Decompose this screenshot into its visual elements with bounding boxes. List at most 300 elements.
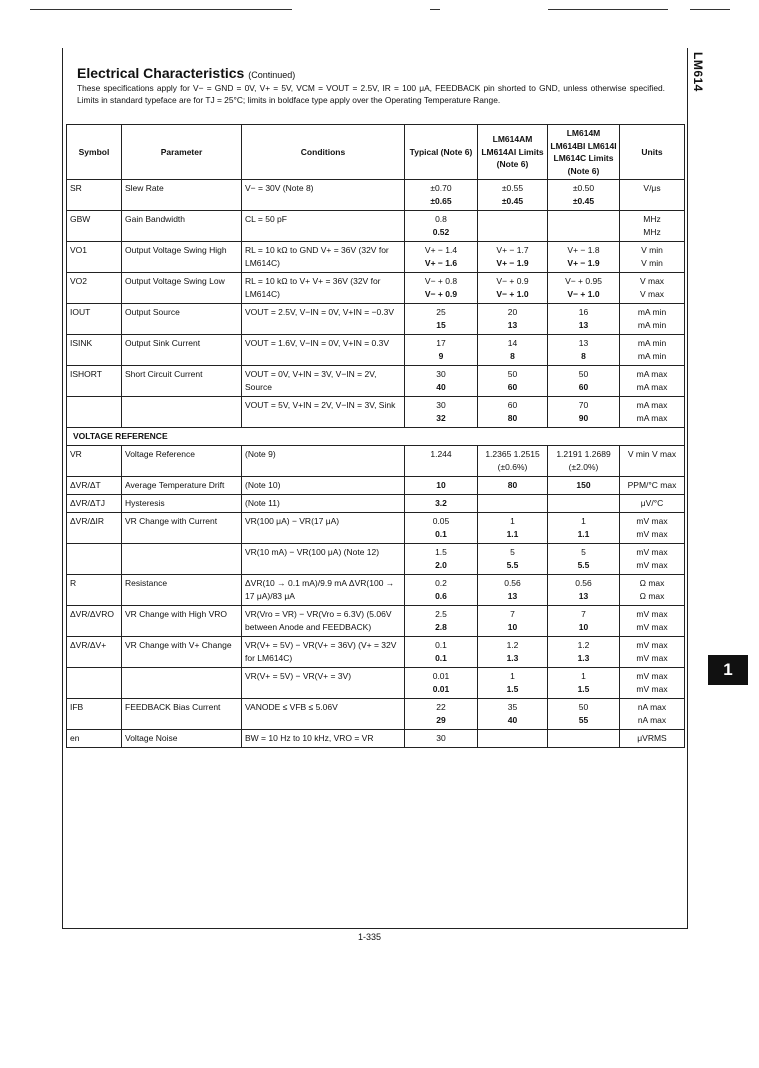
table-row [67,366,685,397]
table-row [67,335,685,366]
limit-a-cell [478,366,548,397]
parameter-cell-value: FEEDBACK Bias Current [125,702,221,712]
parameter-cell [122,304,242,335]
units-cell-value: V/μs [643,183,661,193]
symbol-cell-value: IFB [70,702,84,712]
symbol-cell-value: R [70,578,77,588]
limit-b-cell-extended-value: V+ − 1.9 [567,258,600,268]
symbol-cell [67,730,122,748]
table-row [67,544,685,575]
table-row [67,668,685,699]
parameter-cell-value: Output Sink Current [125,338,201,348]
limit-a-cell [478,606,548,637]
limit-b-cell [548,513,620,544]
title-text: Electrical Characteristics [77,65,245,81]
limit-b-cell-value: 50 [578,702,589,712]
part-number-label: LM614 [691,52,705,92]
typical-cell [405,668,478,699]
units-cell [620,606,685,637]
parameter-cell-value: Resistance [125,578,168,588]
limit-b-cell-value: 1.2191 1.2689 (±2.0%) [556,449,611,472]
limit-b-cell-value: 16 [578,307,589,317]
units-cell [620,446,685,477]
limit-b-cell [548,668,620,699]
parameter-cell [122,446,242,477]
typical-cell-extended-value: V− + 0.9 [424,289,458,299]
limit-a-cell-value: 14 [507,338,518,348]
conditions-cell-value: VOUT = 1.6V, V−IN = 0V, V+IN = 0.3V [245,338,390,348]
typical-cell [405,397,478,428]
units-cell [620,211,685,242]
conditions-cell-value: VR(V+ = 5V) − VR(V+ = 3V) [245,671,352,681]
limit-a-cell-value: 7 [510,609,515,619]
limit-a-cell-value: 50 [507,369,518,379]
limit-b-cell [548,477,620,495]
limit-b-cell-extended-value: 13 [578,320,589,330]
limit-b-cell-value: 70 [578,400,589,410]
limit-b-cell [548,606,620,637]
limit-a-cell [478,335,548,366]
conditions-cell-value: VOUT = 5V, V+IN = 2V, V−IN = 3V, Sink [245,400,396,410]
units-cell-value: mV max [636,609,668,619]
symbol-cell [67,397,122,428]
symbol-cell-value: ΔVR/ΔVRO [70,609,114,619]
units-cell [620,366,685,397]
units-cell [620,477,685,495]
units-cell-value: mV max [636,516,668,526]
table-row [67,513,685,544]
parameter-cell [122,544,242,575]
units-cell-value: μVRMS [637,733,667,743]
header-typical: Typical (Note 6) [405,125,478,180]
limit-b-cell-value: 50 [578,369,589,379]
conditions-cell-value: VOUT = 0V, V+IN = 3V, V−IN = 2V, Source [245,369,377,392]
intro-paragraph: These specifications apply for V− = GND = 0V, V+ = 5V, VCM = VOUT = 2.5V, IR = 100 μA, FEEDBACK pin shorted to GND, unless otherwise specified. Limits in standard typeface are for TJ = 25°C; limits in boldface type apply over the Operating Temperature Range. [77,83,665,105]
parameter-cell-value: Gain Bandwidth [125,214,186,224]
units-cell-value: mA min [637,338,667,348]
table-row [67,730,685,748]
typical-cell-value: 1.5 [435,547,447,557]
header-conditions: Conditions [242,125,405,180]
typical-cell-value: 25 [436,307,446,317]
symbol-cell-value: ΔVR/ΔIR [70,516,105,526]
symbol-cell-value: en [70,733,80,743]
limit-b-cell-extended-value: 5.5 [577,560,590,570]
limit-b-cell-extended-value: 60 [578,382,589,392]
units-cell [620,242,685,273]
limit-a-cell [478,180,548,211]
symbol-cell [67,668,122,699]
units-cell [620,397,685,428]
units-cell-extended-value: mV max [636,653,668,663]
units-cell-value: Ω max [639,578,665,588]
limit-a-cell-extended-value: 80 [507,480,518,490]
conditions-cell [242,335,405,366]
conditions-cell-value: RL = 10 kΩ to V+ V+ = 36V (32V for LM614C) [245,276,381,299]
typical-cell-extended-value: 0.1 [435,529,447,539]
units-cell-value: mV max [636,640,668,650]
conditions-cell [242,575,405,606]
parameter-cell-value: Output Source [125,307,180,317]
parameter-cell-value: Voltage Reference [125,449,195,459]
limit-a-cell [478,477,548,495]
typical-cell-extended-value: 0.6 [435,591,447,601]
symbol-cell-value: VO1 [70,245,88,255]
symbol-cell [67,513,122,544]
header-limits-a: LM614AM LM614AI Limits (Note 6) [478,125,548,180]
symbol-cell-value: IOUT [70,307,91,317]
symbol-cell [67,335,122,366]
limit-b-cell-extended-value: 1.5 [577,684,590,694]
typical-cell [405,699,478,730]
limit-b-cell-extended-value: 13 [578,591,589,601]
parameter-cell-value: Output Voltage Swing Low [125,276,225,286]
parameter-cell [122,606,242,637]
symbol-cell [67,273,122,304]
table-row [67,273,685,304]
typical-cell-extended-value: 2.8 [435,622,447,632]
typical-cell [405,575,478,606]
limit-a-cell-value: 1 [510,671,515,681]
units-cell-extended-value: mV max [636,560,668,570]
conditions-cell [242,730,405,748]
limit-b-cell-value: 1 [581,516,586,526]
units-cell-extended-value: V max [639,289,665,299]
limit-b-cell-extended-value: 1.3 [577,653,590,663]
parameter-cell-value: VR Change with V+ Change [125,640,232,650]
typical-cell-value: 30 [436,733,446,743]
units-cell-value: mA max [636,400,668,410]
limit-b-cell-value: 7 [581,609,586,619]
typical-cell-extended-value: 10 [436,480,446,490]
units-cell-value: PPM/°C max [627,480,677,490]
header-symbol: Symbol [67,125,122,180]
limit-b-cell-extended-value: 10 [578,622,589,632]
typical-cell-extended-value: 0.01 [432,684,450,694]
conditions-cell-value: VR(10 mA) − VR(100 μA) (Note 12) [245,547,380,557]
table-section [67,428,685,446]
limit-a-cell-extended-value: 10 [507,622,518,632]
units-cell [620,273,685,304]
parameter-cell [122,273,242,304]
table-body-reference [67,446,685,748]
conditions-cell-value: VR(Vro = VR) − VR(Vro = 6.3V) (5.06V between Anode and FEEDBACK) [245,609,392,632]
limit-a-cell-value: 1.2 [506,640,519,650]
top-rule [430,9,440,10]
units-cell-extended-value: mA max [636,413,668,423]
typical-cell [405,606,478,637]
limit-b-cell-extended-value: 90 [578,413,589,423]
units-cell-extended-value: mV max [636,529,668,539]
units-cell-value: mA min [637,307,667,317]
limit-a-cell [478,637,548,668]
table-row [67,211,685,242]
table-row [67,304,685,335]
symbol-cell [67,242,122,273]
units-cell-value: nA max [637,702,667,712]
symbol-cell-value: ISHORT [70,369,102,379]
units-cell-extended-value: mA min [637,320,667,330]
units-cell-value: μV/°C [640,498,664,508]
limit-a-cell [478,304,548,335]
parameter-cell-value: Hysteresis [125,498,165,508]
limit-b-cell [548,180,620,211]
limit-a-cell-extended-value: 1.3 [506,653,519,663]
typical-cell-extended-value: 0.52 [432,227,450,237]
top-rule [548,9,668,10]
parameter-cell [122,575,242,606]
typical-cell-value: 0.01 [432,671,450,681]
section-tab: 1 [708,655,748,685]
parameter-cell-value: Voltage Noise [125,733,178,743]
typical-cell [405,495,478,513]
symbol-cell [67,575,122,606]
limit-b-cell-extended-value: 55 [578,715,589,725]
symbol-cell [67,699,122,730]
limit-a-cell-extended-value: 1.5 [506,684,519,694]
typical-cell-extended-value: 15 [436,320,446,330]
limit-a-cell-value: 20 [507,307,518,317]
limit-b-cell [548,699,620,730]
symbol-cell [67,477,122,495]
typical-cell [405,273,478,304]
typical-cell [405,335,478,366]
limit-b-cell [548,397,620,428]
symbol-cell-value: ΔVR/ΔV+ [70,640,107,650]
header-units: Units [620,125,685,180]
limit-b-cell-value: 0.56 [575,578,592,588]
limit-a-cell-value: V− + 0.9 [496,276,529,286]
symbol-cell-value: ΔVR/ΔT [70,480,101,490]
limit-a-cell-extended-value: V− + 1.0 [496,289,529,299]
top-rule [30,9,292,10]
typical-cell-extended-value: 0.1 [435,653,447,663]
conditions-cell [242,273,405,304]
conditions-cell [242,180,405,211]
typical-cell-value: 0.1 [435,640,447,650]
limit-b-cell-value: V− + 0.95 [565,276,602,286]
table-row [67,242,685,273]
parameter-cell [122,397,242,428]
typical-cell [405,513,478,544]
symbol-cell [67,606,122,637]
limit-b-cell [548,637,620,668]
units-cell-value: mA max [636,369,668,379]
limit-a-cell-value: V+ − 1.7 [496,245,529,255]
typical-cell-extended-value: 32 [436,413,446,423]
limit-a-cell [478,513,548,544]
limit-b-cell-value: V+ − 1.8 [567,245,600,255]
table-row [67,637,685,668]
table-row [67,446,685,477]
title-suffix: (Continued) [248,70,296,80]
limit-b-cell [548,273,620,304]
units-cell-extended-value: mV max [636,622,668,632]
typical-cell-extended-value: ±0.65 [430,196,452,206]
limit-a-cell [478,668,548,699]
table-row [67,699,685,730]
typical-cell [405,544,478,575]
limit-a-cell-value: 0.56 [504,578,521,588]
limit-b-cell-extended-value: ±0.45 [572,196,595,206]
typical-cell [405,211,478,242]
parameter-cell [122,668,242,699]
top-rule [690,9,730,10]
limit-a-cell-value: 1 [510,516,515,526]
table-row [67,477,685,495]
symbol-cell [67,637,122,668]
symbol-cell [67,304,122,335]
table-header-row [67,125,685,180]
units-cell-extended-value: nA max [637,715,667,725]
limit-b-cell-extended-value: 8 [581,351,586,361]
limit-b-cell [548,730,620,748]
conditions-cell-value: V− = 30V (Note 8) [245,183,314,193]
limit-a-cell-extended-value: 80 [507,413,518,423]
limit-a-cell [478,730,548,748]
symbol-cell-value: ΔVR/ΔTJ [70,498,105,508]
limit-a-cell-value: 1.2365 1.2515 (±0.6%) [485,449,540,472]
limit-a-cell-value: 5 [510,547,515,557]
limit-a-cell [478,273,548,304]
page-number: 1-335 [358,932,382,942]
parameter-cell [122,180,242,211]
units-cell [620,575,685,606]
parameter-cell [122,730,242,748]
conditions-cell [242,544,405,575]
parameter-cell [122,242,242,273]
typical-cell [405,304,478,335]
limit-b-cell-value: 1.2 [577,640,590,650]
units-cell [620,544,685,575]
typical-cell-value: 2.5 [435,609,447,619]
units-cell-value: V min V max [627,449,677,459]
limit-a-cell-extended-value: 8 [510,351,515,361]
limit-b-cell [548,575,620,606]
units-cell-extended-value: MHz [643,227,661,237]
units-cell [620,637,685,668]
conditions-cell [242,242,405,273]
limit-a-cell-extended-value: 60 [507,382,518,392]
conditions-cell [242,304,405,335]
limit-a-cell-extended-value: ±0.45 [501,196,524,206]
limit-b-cell-value: ±0.50 [572,183,595,193]
typical-cell-value: V− + 0.8 [424,276,458,286]
limit-b-cell [548,495,620,513]
limit-b-cell-value: 13 [578,338,589,348]
symbol-cell [67,211,122,242]
units-cell [620,668,685,699]
parameter-cell [122,366,242,397]
limit-a-cell [478,544,548,575]
conditions-cell [242,699,405,730]
conditions-cell [242,668,405,699]
limit-a-cell-extended-value: 13 [507,320,518,330]
units-cell-value: MHz [643,214,661,224]
typical-cell-value: 1.244 [430,449,452,459]
typical-cell-extended-value: 40 [436,382,446,392]
parameter-cell-value: VR Change with Current [125,516,218,526]
limit-a-cell [478,446,548,477]
limit-b-cell-value: 1 [581,671,586,681]
table-row [67,397,685,428]
conditions-cell-value: VR(V+ = 5V) − VR(V+ = 36V) (V+ = 32V for LM614C) [245,640,397,663]
conditions-cell-value: RL = 10 kΩ to GND V+ = 36V (32V for LM614C) [245,245,389,268]
typical-cell-value: ±0.70 [430,183,452,193]
typical-cell-value: 17 [436,338,446,348]
units-cell [620,335,685,366]
conditions-cell-value: BW = 10 Hz to 10 kHz, VRO = VR [245,733,374,743]
typical-cell-extended-value: 3.2 [435,498,447,508]
limit-a-cell-value: ±0.55 [501,183,524,193]
typical-cell-value: 0.2 [435,578,447,588]
parameter-cell-value: Output Voltage Swing High [125,245,227,255]
section-heading: VOLTAGE REFERENCE [67,428,685,446]
limit-b-cell [548,304,620,335]
conditions-cell-value: (Note 11) [245,498,280,508]
parameter-cell [122,211,242,242]
typical-cell [405,446,478,477]
typical-cell-extended-value: V+ − 1.6 [424,258,458,268]
parameter-cell [122,335,242,366]
units-cell-value: mV max [636,547,668,557]
units-cell [620,513,685,544]
typical-cell [405,180,478,211]
symbol-cell [67,366,122,397]
limit-b-cell [548,544,620,575]
typical-cell [405,366,478,397]
typical-cell-value: 30 [436,369,446,379]
table-body-main [67,180,685,428]
limit-a-cell-extended-value: 5.5 [506,560,519,570]
page-title [77,65,295,81]
symbol-cell-value: ISINK [70,338,93,348]
units-cell [620,730,685,748]
limit-b-cell-value: 5 [581,547,586,557]
units-cell-extended-value: mA min [637,351,667,361]
conditions-cell [242,637,405,668]
symbol-cell [67,446,122,477]
conditions-cell [242,446,405,477]
limit-a-cell [478,397,548,428]
symbol-cell [67,544,122,575]
limit-a-cell-extended-value: 13 [507,591,518,601]
units-cell [620,699,685,730]
limit-b-cell [548,242,620,273]
conditions-cell [242,397,405,428]
conditions-cell [242,606,405,637]
parameter-cell [122,513,242,544]
symbol-cell [67,180,122,211]
typical-cell [405,242,478,273]
parameter-cell [122,495,242,513]
limit-b-cell-extended-value: V− + 1.0 [567,289,600,299]
typical-cell-extended-value: 9 [438,351,444,361]
limit-a-cell [478,575,548,606]
conditions-cell-value: (Note 10) [245,480,281,490]
units-cell-value: V max [639,276,665,286]
limit-a-cell-extended-value: V+ − 1.9 [496,258,529,268]
typical-cell-value: 0.8 [435,214,447,224]
limit-a-cell-extended-value: 1.1 [506,529,519,539]
header-limits-b: LM614M LM614BI LM614I LM614C Limits (Note 6) [548,125,620,180]
conditions-cell [242,211,405,242]
table-row [67,575,685,606]
symbol-cell-value: GBW [70,214,91,224]
parameter-cell-value: VR Change with High VRO [125,609,228,619]
typical-cell-extended-value: 2.0 [435,560,447,570]
parameter-cell [122,477,242,495]
